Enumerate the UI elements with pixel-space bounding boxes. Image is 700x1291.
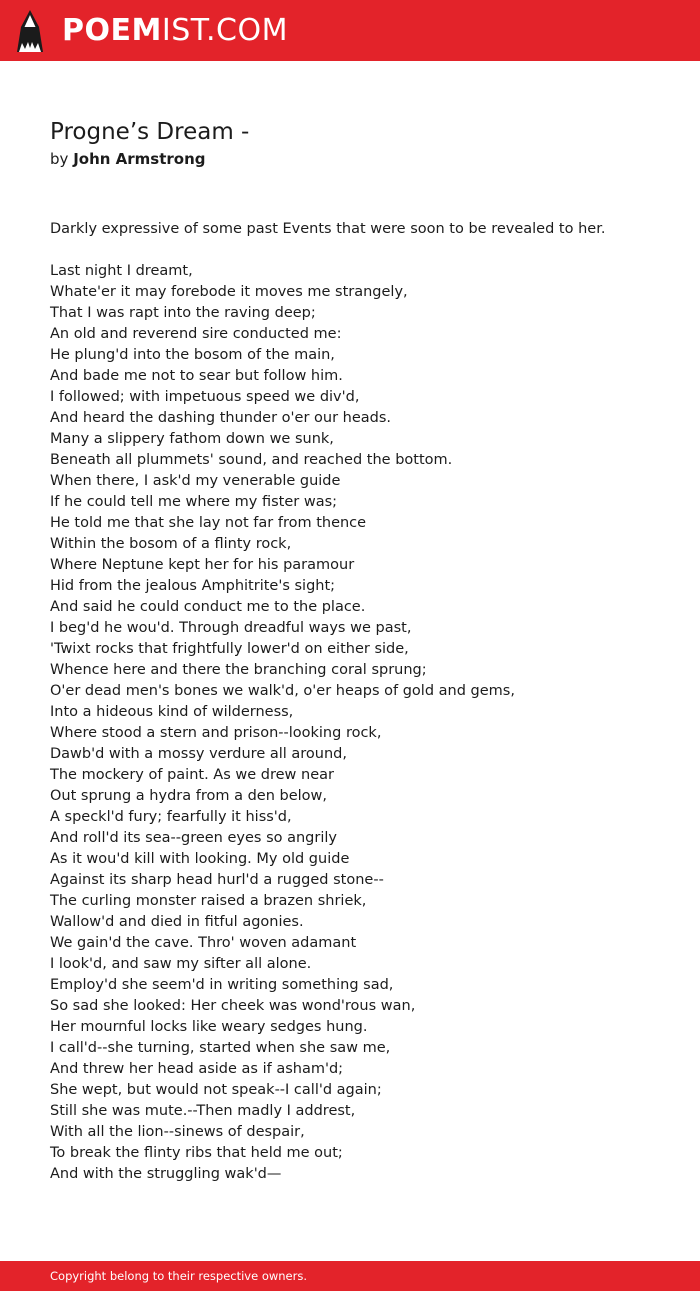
poem-line: Where Neptune kept her for his paramour: [50, 557, 355, 573]
poem-line: An old and reverend sire conducted me:: [50, 326, 342, 342]
poem-line: He told me that she lay not far from thence: [50, 515, 367, 531]
poem-line: Employ'd she seem'd in writing something sad,: [50, 977, 394, 993]
copyright-notice: Copyright belong to their respective owners.: [50, 1269, 308, 1283]
poem-line: Whate'er it may forebode it moves me strangely,: [50, 284, 408, 300]
poem-line: Against its sharp head hurl'd a rugged stone--: [50, 872, 384, 888]
pen-nib-icon: [16, 9, 44, 53]
poem-line: Where stood a stern and prison--looking rock,: [50, 725, 382, 741]
author-name: John Armstrong: [73, 150, 206, 168]
poem-line: Dawb'd with a mossy verdure all around,: [50, 746, 347, 762]
site-header: [0, 0, 700, 61]
poem-line: That I was rapt into the raving deep;: [50, 305, 316, 321]
poem-line: 'Twixt rocks that frightfully lower'd on either side,: [50, 641, 409, 657]
poem-line: And with the struggling wak'd—: [50, 1166, 282, 1182]
poem-line: And heard the dashing thunder o'er our heads.: [50, 410, 392, 426]
site-footer: [0, 1261, 700, 1291]
poem-line: Beneath all plummets' sound, and reached the bottom.: [50, 452, 453, 468]
site-logo-link[interactable]: [16, 8, 288, 54]
poem-line: So sad she looked: Her cheek was wond'rous wan,: [50, 998, 416, 1014]
poem-line: And roll'd its sea--green eyes so angrily: [50, 830, 337, 846]
poem-line: To break the flinty ribs that held me out;: [50, 1145, 343, 1161]
poem-line: We gain'd the cave. Thro' woven adamant: [50, 935, 357, 951]
poem-line: Wallow'd and died in fitful agonies.: [50, 914, 304, 930]
poem-line: Within the bosom of a flinty rock,: [50, 536, 292, 552]
poem-body: [50, 261, 515, 1185]
poem-line: Whence here and there the branching coral sprung;: [50, 662, 427, 678]
poem-line: Her mournful locks like weary sedges hung.: [50, 1019, 368, 1035]
poem-line: He plung'd into the bosom of the main,: [50, 347, 335, 363]
poem-line: I call'd--she turning, started when she saw me,: [50, 1040, 391, 1056]
poem-line: And bade me not to sear but follow him.: [50, 368, 343, 384]
poem-subtitle: Darkly expressive of some past Events that were soon to be revealed to her.: [50, 221, 606, 237]
poem-line: A speckl'd fury; fearfully it hiss'd,: [50, 809, 292, 825]
poem-line: Hid from the jealous Amphitrite's sight;: [50, 578, 336, 594]
poem-line: Into a hideous kind of wilderness,: [50, 704, 294, 720]
logo-light-part: IST.COM: [161, 13, 288, 48]
poem-line: The curling monster raised a brazen shriek,: [50, 893, 367, 909]
poem-line: Many a slippery fathom down we sunk,: [50, 431, 334, 447]
site-logo-text: [62, 13, 288, 48]
byline: [50, 148, 206, 170]
poem-line: With all the lion--sinews of despair,: [50, 1124, 305, 1140]
poem-line: Out sprung a hydra from a den below,: [50, 788, 328, 804]
poem-line: And said he could conduct me to the place.: [50, 599, 366, 615]
poem-line: When there, I ask'd my venerable guide: [50, 473, 341, 489]
poem-line: As it wou'd kill with looking. My old guide: [50, 851, 350, 867]
poem-line: Still she was mute.--Then madly I addrest,: [50, 1103, 356, 1119]
poem-line: I look'd, and saw my sifter all alone.: [50, 956, 312, 972]
logo-bold-part: POEM: [62, 13, 162, 48]
poem-line: And threw her head aside as if asham'd;: [50, 1061, 344, 1077]
poem-line: She wept, but would not speak--I call'd again;: [50, 1082, 382, 1098]
poem-title: Progne’s Dream -: [50, 119, 250, 145]
by-label: by: [50, 150, 69, 168]
poem-line: I beg'd he wou'd. Through dreadful ways we past,: [50, 620, 412, 636]
poem-line: I followed; with impetuous speed we div'd,: [50, 389, 360, 405]
poem-line: The mockery of paint. As we drew near: [50, 767, 334, 783]
poem-line: O'er dead men's bones we walk'd, o'er heaps of gold and gems,: [50, 683, 515, 699]
poem-line: Last night I dreamt,: [50, 263, 193, 279]
poem-line: If he could tell me where my fister was;: [50, 494, 338, 510]
